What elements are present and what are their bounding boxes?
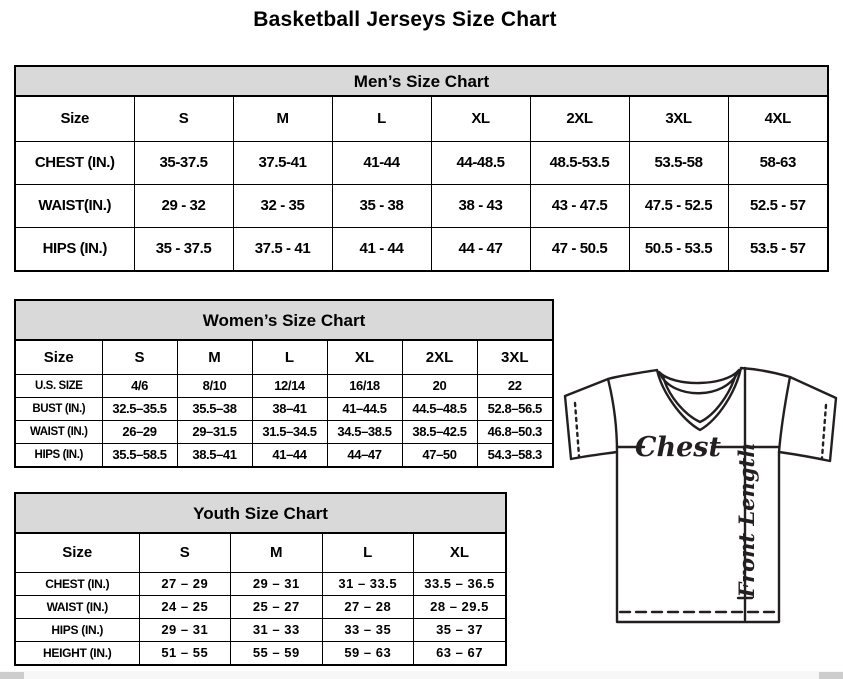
size-value-cell: 38.5–42.5 <box>402 420 477 443</box>
size-value-cell: 25 – 27 <box>231 595 323 618</box>
size-value-cell: 34.5–38.5 <box>327 420 402 443</box>
jersey-outline-shape <box>565 368 836 622</box>
size-column-header: M <box>177 341 252 374</box>
size-value-cell: 27 – 29 <box>139 572 231 595</box>
page-title: Basketball Jerseys Size Chart <box>253 8 557 31</box>
size-column-header: L <box>252 341 327 374</box>
size-value-cell: 35.5–38 <box>177 397 252 420</box>
womens-size-chart <box>14 299 554 468</box>
size-value-cell: 20 <box>402 374 477 397</box>
size-value-cell: 41–44.5 <box>327 397 402 420</box>
size-value-cell: 47–50 <box>402 443 477 466</box>
size-column-header: M <box>231 534 323 572</box>
measurement-row <box>16 141 827 184</box>
size-value-cell: 29–31.5 <box>177 420 252 443</box>
measurement-row <box>16 443 552 466</box>
measurement-row-label: WAIST (IN.) <box>16 595 139 618</box>
size-value-cell: 35-37.5 <box>134 141 233 184</box>
youth-size-chart <box>14 492 507 666</box>
size-value-cell: 53.5 - 57 <box>728 227 827 270</box>
size-value-cell: 35.5–58.5 <box>102 443 177 466</box>
youth-size-table <box>16 534 505 664</box>
size-column-header: XL <box>414 534 506 572</box>
size-value-cell: 33 – 35 <box>322 618 414 641</box>
size-value-cell: 44-48.5 <box>431 141 530 184</box>
size-value-cell: 32 - 35 <box>233 184 332 227</box>
measurement-row-label: WAIST (IN.) <box>16 420 102 443</box>
size-value-cell: 31 – 33.5 <box>322 572 414 595</box>
mens-chart-title: Men’s Size Chart <box>16 67 827 97</box>
size-value-cell: 27 – 28 <box>322 595 414 618</box>
size-value-cell: 29 – 31 <box>231 572 323 595</box>
measurement-row-label: WAIST(IN.) <box>16 184 134 227</box>
size-header-row <box>16 97 827 141</box>
measurement-row <box>16 227 827 270</box>
measurement-row <box>16 618 505 641</box>
size-value-cell: 54.3–58.3 <box>477 443 552 466</box>
size-value-cell: 41-44 <box>332 141 431 184</box>
size-value-cell: 53.5-58 <box>629 141 728 184</box>
horizontal-scrollbar[interactable] <box>0 671 843 679</box>
size-value-cell: 51 – 55 <box>139 641 231 664</box>
size-value-cell: 46.8–50.3 <box>477 420 552 443</box>
size-value-cell: 38–41 <box>252 397 327 420</box>
size-column-header: 2XL <box>530 97 629 141</box>
size-value-cell: 38 - 43 <box>431 184 530 227</box>
measurement-row-label: CHEST (IN.) <box>16 572 139 595</box>
size-value-cell: 44–47 <box>327 443 402 466</box>
size-value-cell: 59 – 63 <box>322 641 414 664</box>
size-value-cell: 31 – 33 <box>231 618 323 641</box>
size-column-header: L <box>332 97 431 141</box>
size-value-cell: 47 - 50.5 <box>530 227 629 270</box>
womens-size-table <box>16 341 552 466</box>
size-value-cell: 41–44 <box>252 443 327 466</box>
measurement-row <box>16 572 505 595</box>
measurement-row-label: CHEST (IN.) <box>16 141 134 184</box>
size-value-cell: 16/18 <box>327 374 402 397</box>
size-header-row <box>16 534 505 572</box>
size-value-cell: 38.5–41 <box>177 443 252 466</box>
size-column-header: 2XL <box>402 341 477 374</box>
size-value-cell: 35 - 38 <box>332 184 431 227</box>
measurement-row <box>16 420 552 443</box>
size-value-cell: 47.5 - 52.5 <box>629 184 728 227</box>
size-value-cell: 29 – 31 <box>139 618 231 641</box>
womens-chart-title: Women’s Size Chart <box>16 301 552 341</box>
measurement-row-label: HEIGHT (IN.) <box>16 641 139 664</box>
size-value-cell: 58-63 <box>728 141 827 184</box>
size-value-cell: 22 <box>477 374 552 397</box>
measurement-row <box>16 374 552 397</box>
scrollbar-right-button[interactable] <box>819 672 843 679</box>
size-value-cell: 35 - 37.5 <box>134 227 233 270</box>
size-value-cell: 31.5–34.5 <box>252 420 327 443</box>
size-value-cell: 8/10 <box>177 374 252 397</box>
measurement-row <box>16 397 552 420</box>
size-corner-header: Size <box>16 534 139 572</box>
size-value-cell: 37.5 - 41 <box>233 227 332 270</box>
measurement-row-label: HIPS (IN.) <box>16 443 102 466</box>
size-value-cell: 50.5 - 53.5 <box>629 227 728 270</box>
size-corner-header: Size <box>16 97 134 141</box>
collar-rib-line <box>659 370 739 383</box>
size-column-header: XL <box>327 341 402 374</box>
size-column-header: M <box>233 97 332 141</box>
size-value-cell: 41 - 44 <box>332 227 431 270</box>
size-column-header: 3XL <box>629 97 728 141</box>
size-column-header: 4XL <box>728 97 827 141</box>
size-value-cell: 55 – 59 <box>231 641 323 664</box>
size-column-header: L <box>322 534 414 572</box>
measurement-row <box>16 595 505 618</box>
mens-size-table <box>16 97 827 270</box>
size-value-cell: 28 – 29.5 <box>414 595 506 618</box>
size-column-header: 3XL <box>477 341 552 374</box>
measurement-row <box>16 641 505 664</box>
size-value-cell: 52.8–56.5 <box>477 397 552 420</box>
youth-chart-title: Youth Size Chart <box>16 494 505 534</box>
size-header-row <box>16 341 552 374</box>
size-column-header: S <box>102 341 177 374</box>
size-value-cell: 37.5-41 <box>233 141 332 184</box>
size-value-cell: 4/6 <box>102 374 177 397</box>
jersey-measurement-diagram <box>558 363 843 628</box>
size-column-header: S <box>134 97 233 141</box>
measurement-row-label: HIPS (IN.) <box>16 227 134 270</box>
size-value-cell: 48.5-53.5 <box>530 141 629 184</box>
measurement-row <box>16 184 827 227</box>
measurement-row-label: HIPS (IN.) <box>16 618 139 641</box>
size-column-header: S <box>139 534 231 572</box>
size-value-cell: 33.5 – 36.5 <box>414 572 506 595</box>
size-value-cell: 44.5–48.5 <box>402 397 477 420</box>
size-value-cell: 35 – 37 <box>414 618 506 641</box>
front-length-label: Front Length <box>734 442 759 598</box>
size-value-cell: 32.5–35.5 <box>102 397 177 420</box>
scrollbar-left-button[interactable] <box>0 672 24 679</box>
size-value-cell: 26–29 <box>102 420 177 443</box>
measurement-row-label: U.S. SIZE <box>16 374 102 397</box>
size-value-cell: 29 - 32 <box>134 184 233 227</box>
size-value-cell: 44 - 47 <box>431 227 530 270</box>
measurement-row-label: BUST (IN.) <box>16 397 102 420</box>
mens-size-chart <box>14 65 829 272</box>
size-value-cell: 63 – 67 <box>414 641 506 664</box>
size-value-cell: 12/14 <box>252 374 327 397</box>
size-value-cell: 24 – 25 <box>139 595 231 618</box>
size-column-header: XL <box>431 97 530 141</box>
chest-label: Chest <box>635 432 721 463</box>
size-value-cell: 43 - 47.5 <box>530 184 629 227</box>
size-corner-header: Size <box>16 341 102 374</box>
size-value-cell: 52.5 - 57 <box>728 184 827 227</box>
